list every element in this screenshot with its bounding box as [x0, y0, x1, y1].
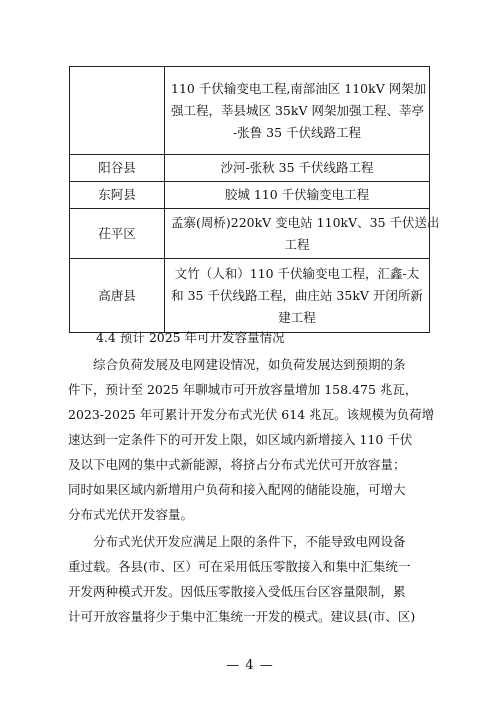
county-cell: 阳谷县: [70, 155, 165, 182]
table-row: [70, 182, 430, 209]
county-cell: 东阿县: [70, 182, 165, 209]
project-cell: [165, 182, 430, 209]
county-cell: 茌平区: [70, 209, 165, 259]
paragraph-line: 分布式光伏开发应满足上限的条件下，不能导致电网设备: [68, 534, 406, 549]
paragraph-line: 分布式光伏开发容量。: [68, 507, 194, 522]
project-line: 沙河-张秋 35 千伏线路工程: [220, 160, 374, 175]
paragraph-line: 同时如果区域内新增用户负荷和接入配网的储能设施，可增大: [68, 482, 406, 497]
project-cell: [165, 209, 440, 259]
table-row: [70, 155, 430, 182]
project-line: -张鲁 35 千伏线路工程: [232, 124, 362, 140]
paragraph-line: 2023-2025 年可累计开发分布式光伏 614 兆瓦。该规模为负荷增: [68, 407, 435, 422]
section-heading: 4.4 预计 2025 年可开发容量情况: [96, 330, 285, 345]
paragraph-line: 综合负荷发展及电网建设情况，如负荷发展达到预期的条: [68, 357, 406, 372]
paragraph: [68, 352, 434, 527]
paragraph-line: 重过载。各县(市、区）可在采用低压零散接入和集中汇集统一: [68, 559, 411, 574]
project-cell: [165, 259, 430, 333]
paragraph: [68, 529, 434, 629]
project-line: 建工程: [278, 309, 316, 325]
project-cell: [165, 67, 430, 155]
paragraph-line: 开发两种模式开发。因低压零散接入受低压台区容量限制，累: [68, 584, 406, 599]
paragraph-line: 件下，预计至 2025 年聊城市可开放容量增加 158.475 兆瓦，: [68, 382, 418, 397]
project-cell: [165, 155, 430, 182]
paragraph-line: 速达到一定条件下的可开发上限，如区域内新增接入 110 千伏: [68, 432, 413, 447]
project-line: 和 35 千伏线路工程，曲庄站 35kV 开闭所新: [171, 287, 423, 303]
county-cell: 高唐县: [70, 259, 165, 333]
project-line: 文竹（人和）110 千伏输变电工程，汇鑫-太: [174, 265, 420, 281]
project-table: [69, 66, 440, 333]
project-line: 110 千伏输变电工程,南部油区 110kV 网架加: [171, 80, 427, 96]
table-row: [70, 209, 430, 259]
table-row: [70, 67, 430, 155]
project-line: 孟寨(周桥)220kV 变电站 110kV、35 千伏送出: [171, 214, 440, 230]
paragraph-line: 计可开放容量将少于集中汇集统一开发的模式。建议县(市、区): [68, 609, 416, 624]
project-line: 强工程，莘县城区 35kV 网架加强工程、莘亭: [171, 102, 424, 118]
table-row: [70, 259, 430, 333]
project-line: 工程: [284, 236, 310, 252]
county-cell: [70, 67, 165, 155]
paragraph-line: 及以下电网的集中式新能源，将挤占分布式光伏可开放容量；: [68, 457, 406, 472]
project-line: 胶城 110 千伏输变电工程: [224, 187, 370, 202]
page-number: — 4 —: [226, 658, 274, 673]
